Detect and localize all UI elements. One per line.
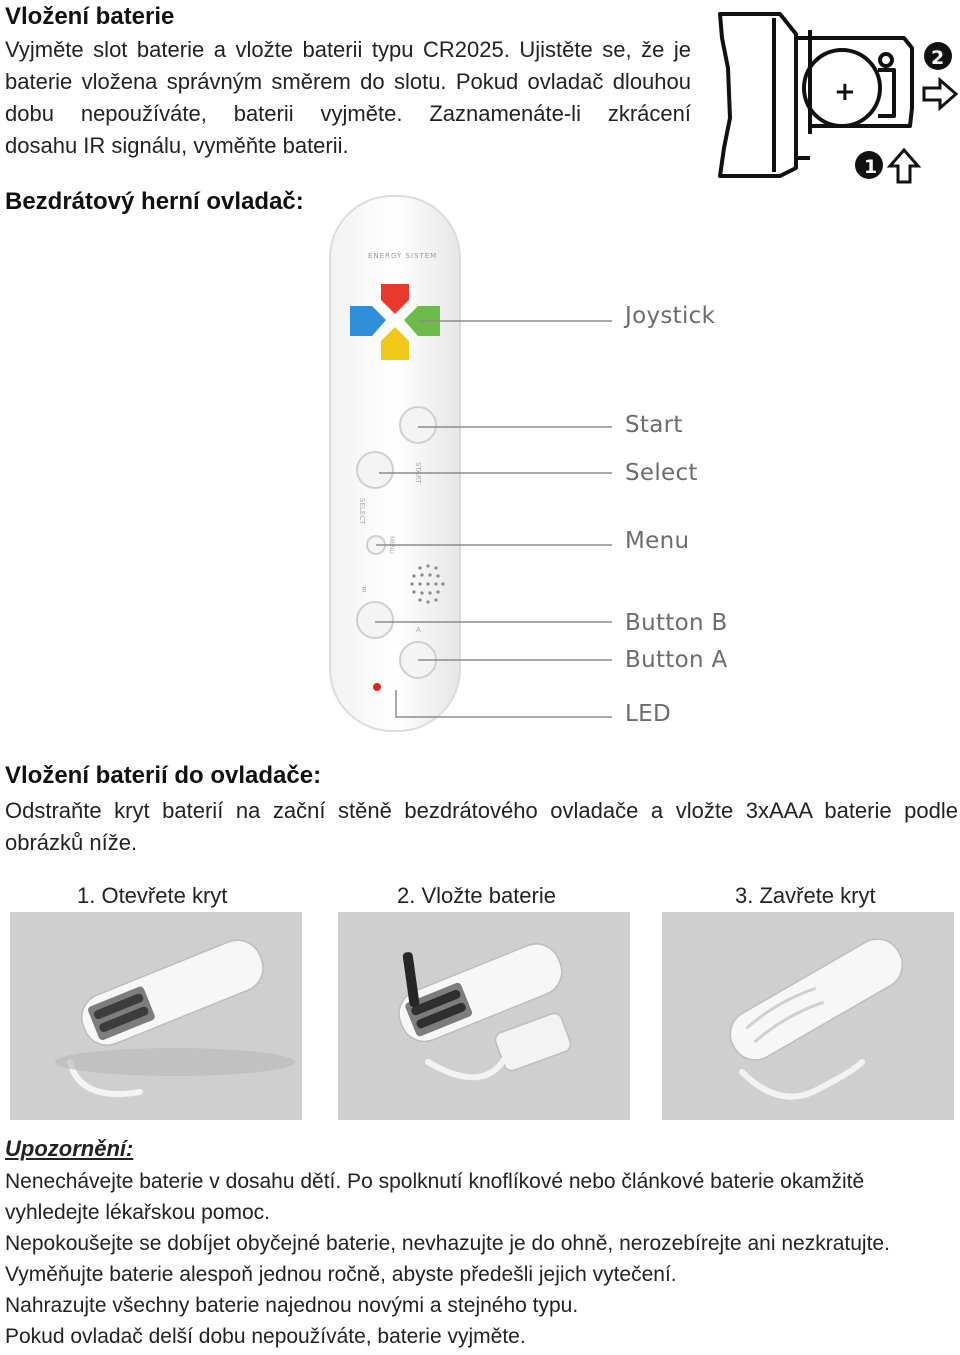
menu-body-label: MENU — [388, 536, 395, 554]
callout-menu: Menu — [625, 528, 690, 554]
battery-line-4: dosahu IR signálu, vyměňte baterii. — [5, 133, 349, 158]
brand-logo: ENERGY SISTEM — [368, 252, 438, 260]
start-body-label: START — [414, 462, 422, 484]
button-b[interactable] — [357, 602, 393, 638]
warning-title: Upozornění: — [5, 1136, 134, 1161]
callout-joystick: Joystick — [625, 303, 716, 329]
callout-start: Start — [625, 412, 683, 438]
a-body-label: A — [416, 626, 421, 634]
callout-select: Select — [625, 460, 698, 486]
callout-button-a: Button A — [625, 647, 728, 673]
photo-close-cover — [662, 912, 954, 1120]
step-1-number: 1 — [864, 156, 878, 178]
arrow-right-icon — [924, 80, 956, 108]
coin-battery-slot-diagram — [714, 8, 960, 188]
photo-open-cover — [10, 912, 302, 1120]
start-button[interactable] — [400, 407, 436, 443]
battery-line-1: Vyjměte slot baterie a vložte baterii typu CR2025. Ujistěte se, že je — [5, 37, 691, 62]
battery-instructions — [5, 34, 691, 162]
select-body-label: SELECT — [358, 498, 366, 525]
callout-button-b: Button B — [625, 610, 728, 636]
battery-line-3: dobu nepoužíváte, baterii vyjměte. Zaznamenáte-li zkrácení — [5, 101, 691, 126]
insert-section-title: Vložení baterií do ovladače: — [5, 762, 322, 789]
controller-section-title: Bezdrátový herní ovladač: — [5, 188, 304, 215]
warning-line-2: vyhledejte lékařskou pomoc. — [5, 1201, 270, 1224]
warning-line-1: Nenechávejte baterie v dosahu dětí. Po spolknutí knoflíkové nebo článkové baterie okamžitě — [5, 1170, 865, 1193]
plus-sign: + — [834, 77, 856, 107]
step-1-label: 1. Otevřete kryt — [77, 883, 228, 908]
insert-line-2: obrázků níže. — [5, 830, 138, 855]
insert-line-1: Odstraňte kryt baterií na zační stěně bezdrátového ovladače a vložte 3xAAA baterie podle — [5, 798, 958, 823]
warning-list — [5, 1166, 958, 1352]
callout-led: LED — [625, 701, 671, 727]
step-2-number: 2 — [931, 47, 945, 69]
battery-section-title: Vložení baterie — [5, 3, 175, 30]
controller-body — [330, 196, 460, 731]
step-2-label: 2. Vložte baterie — [397, 883, 556, 908]
warning-line-6: Pokud ovladač delší dobu nepoužíváte, baterie vyjměte. — [5, 1325, 526, 1348]
battery-line-2: baterie vložena správným směrem do slotu. Pokud ovladač dlouhou — [5, 69, 691, 94]
warning-line-5: Nahrazujte všechny baterie najednou novými a stejného typu. — [5, 1294, 579, 1317]
warning-line-4: Vyměňujte baterie alespoň jednou ročně, abyste předešli jejich vytečení. — [5, 1263, 677, 1286]
select-button[interactable] — [357, 452, 393, 488]
arrow-up-icon — [890, 150, 918, 182]
insert-instructions — [5, 795, 958, 859]
led-indicator — [373, 683, 381, 691]
b-body-label: B — [362, 586, 367, 594]
step-3-label: 3. Zavřete kryt — [735, 883, 876, 908]
warning-line-3: Nepokoušejte se dobíjet obyčejné baterie, nevhazujte je do ohně, nerozebírejte ani nezkratujte. — [5, 1232, 890, 1255]
photo-insert-batteries — [338, 912, 630, 1120]
